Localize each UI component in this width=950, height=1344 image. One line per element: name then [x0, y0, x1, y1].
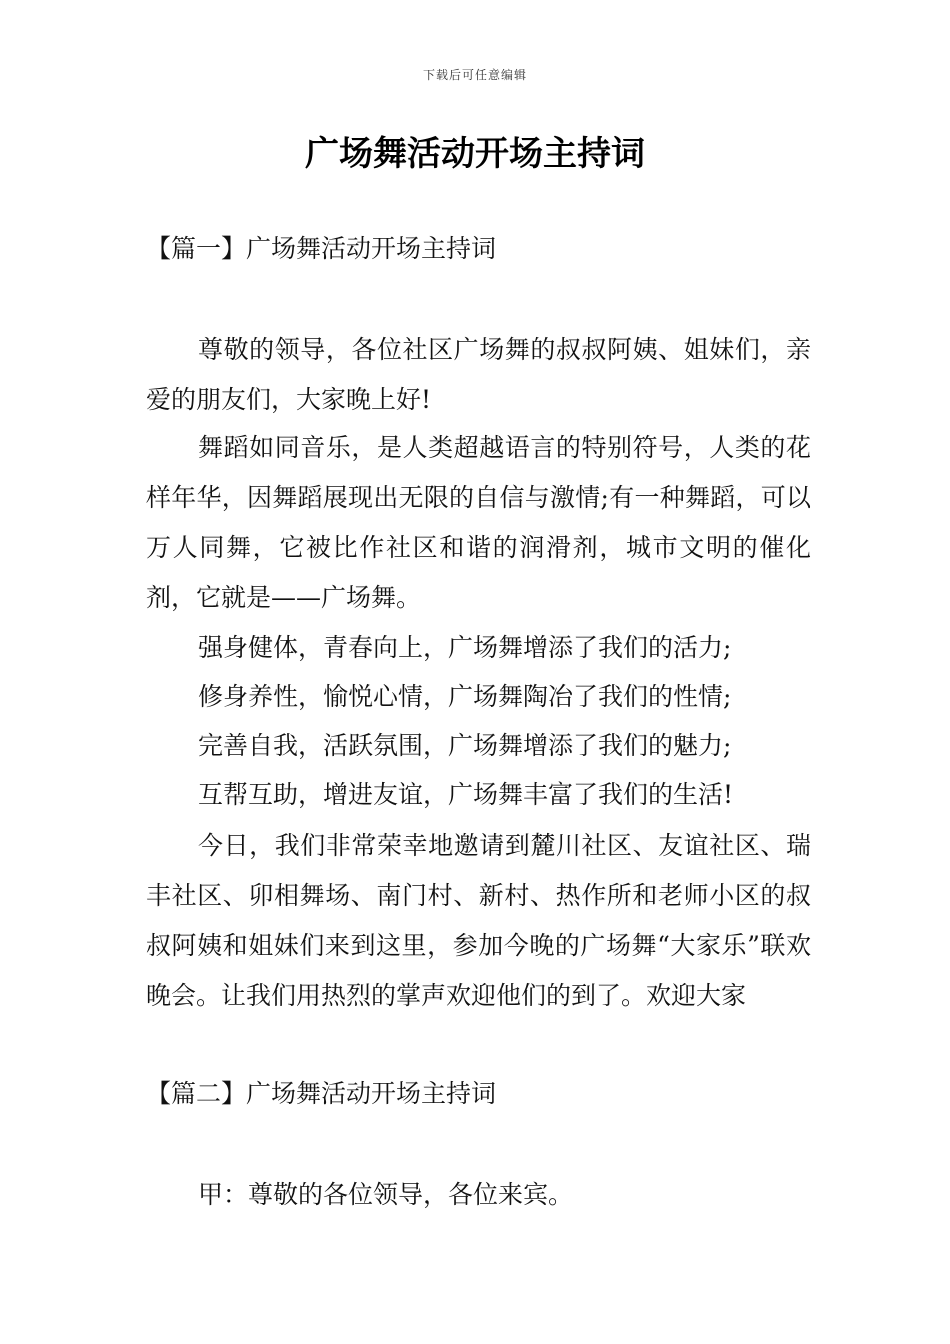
header-note: 下载后可任意编辑 — [422, 68, 527, 82]
section-heading-1: 【篇一】广场舞活动开场主持词 — [146, 234, 497, 263]
paragraph: 尊敬的领导，各位社区广场舞的叔叔阿姨、姐妹们，亲爱的朋友们，大家晚上好! — [146, 335, 811, 414]
paragraph: 强身健体，青春向上，广场舞增添了我们的活力; — [198, 633, 732, 662]
paragraph: 今日，我们非常荣幸地邀请到麓川社区、友谊社区、瑞丰社区、卯相舞场、南门村、新村、热作所和老师小区的叔叔阿姨和姐妹们来到这里，参加今晚的广场舞“大家乐”联欢晚会。让我们用热烈的掌声欢迎他们的到了。欢迎大家 — [146, 831, 811, 1010]
paragraph: 舞蹈如同音乐，是人类超越语言的特别符号，人类的花样年华，因舞蹈展现出无限的自信与激情;有一种舞蹈，可以万人同舞，它被比作社区和谐的润滑剂，城市文明的催化剂，它就是——广场舞。 — [146, 433, 811, 612]
section-heading-2: 【篇二】广场舞活动开场主持词 — [146, 1079, 497, 1108]
paragraph: 互帮互助，增进友谊，广场舞丰富了我们的生活! — [198, 780, 734, 809]
paragraph: 甲：尊敬的各位领导，各位来宾。 — [198, 1180, 574, 1209]
document-title: 广场舞活动开场主持词 — [305, 134, 645, 174]
paragraph: 修身养性，愉悦心情，广场舞陶冶了我们的性情; — [198, 682, 732, 711]
paragraph: 完善自我，活跃氛围，广场舞增添了我们的魅力; — [198, 731, 732, 760]
